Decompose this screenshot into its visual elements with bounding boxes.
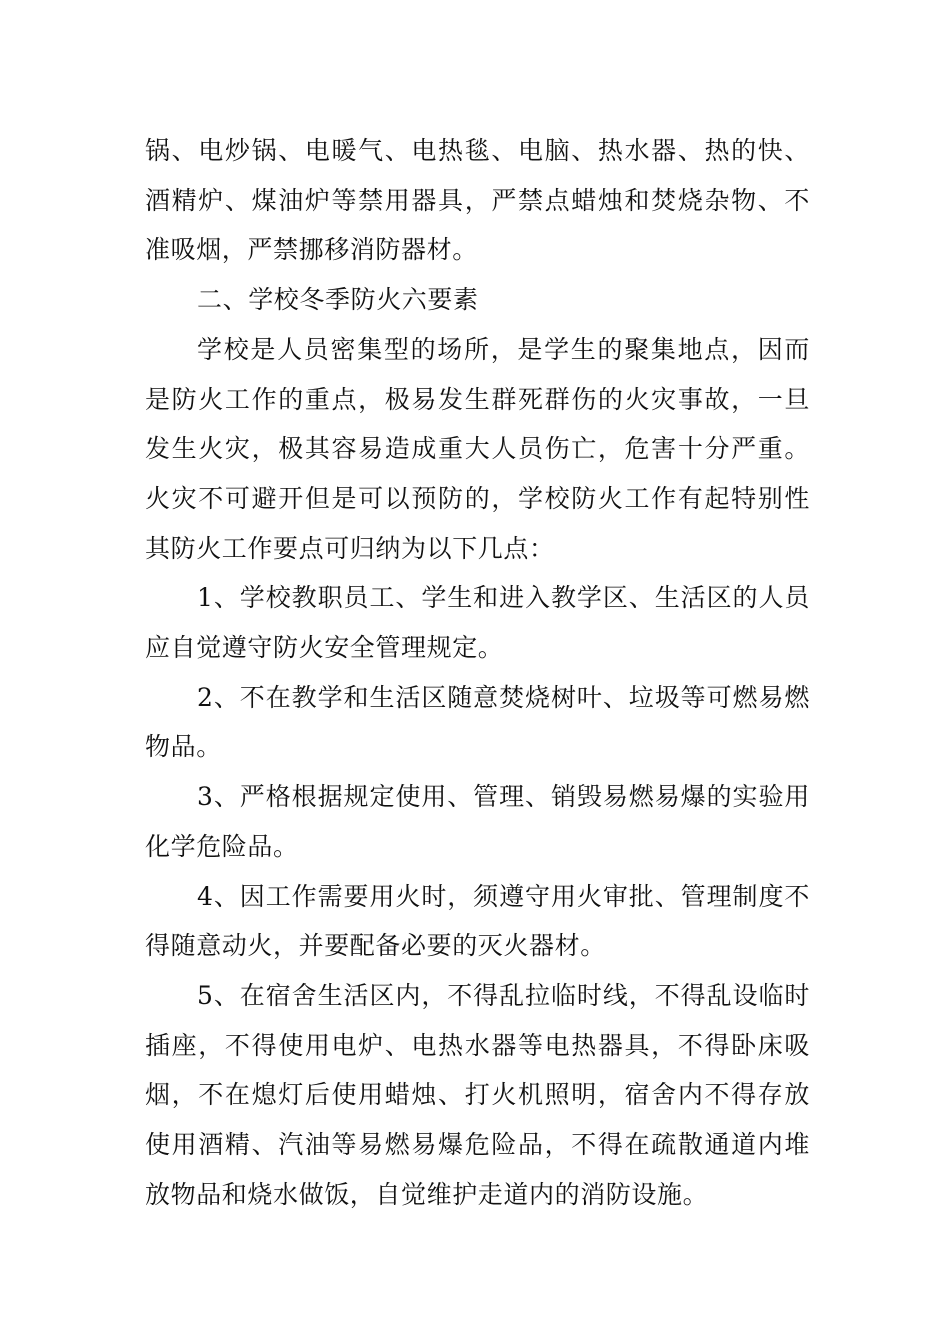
list-item-1: 1、学校教职员工、学生和进入教学区、生活区的人员应自觉遵守防火安全管理规定。 — [145, 583, 810, 663]
list-item-2: 2、不在教学和生活区随意焚烧树叶、垃圾等可燃易燃物品。 — [145, 682, 810, 762]
list-item-4: 4、因工作需要用火时，须遵守用火审批、管理制度不得随意动火，并要配备必要的灭火器材。 — [145, 881, 810, 961]
paragraph-intro: 学校是人员密集型的场所，是学生的聚集地点，因而是防火工作的重点，极易发生群死群伤的火灾事故，一旦发生火灾，极其容易造成重大人员伤亡，危害十分严重。火灾不可避开但是可以预防的，学校防火工作有起特别性其防火工作要点可归纳为以下几点： — [145, 334, 810, 563]
list-item-3: 3、严格根据规定使用、管理、销毁易燃易爆的实验用化学危险品。 — [145, 782, 810, 861]
list-item-5: 5、在宿舍生活区内，不得乱拉临时线，不得乱设临时插座，不得使用电炉、电热水器等电热器具，不得卧床吸烟，不在熄灯后使用蜡烛、打火机照明，宿舍内不得存放使用酒精、汽油等易燃易爆危险品，不得在疏散通道内堆放物品和烧水做饭，自觉维护走道内的消防设施。 — [145, 980, 810, 1209]
document-body — [145, 126, 810, 1219]
paragraph-continuation: 锅、电炒锅、电暖气、电热毯、电脑、热水器、热的快、酒精炉、煤油炉等禁用器具，严禁点蜡烛和焚烧杂物、不准吸烟，严禁挪移消防器材。 — [145, 136, 810, 265]
section-heading: 二、学校冬季防火六要素 — [197, 285, 479, 315]
